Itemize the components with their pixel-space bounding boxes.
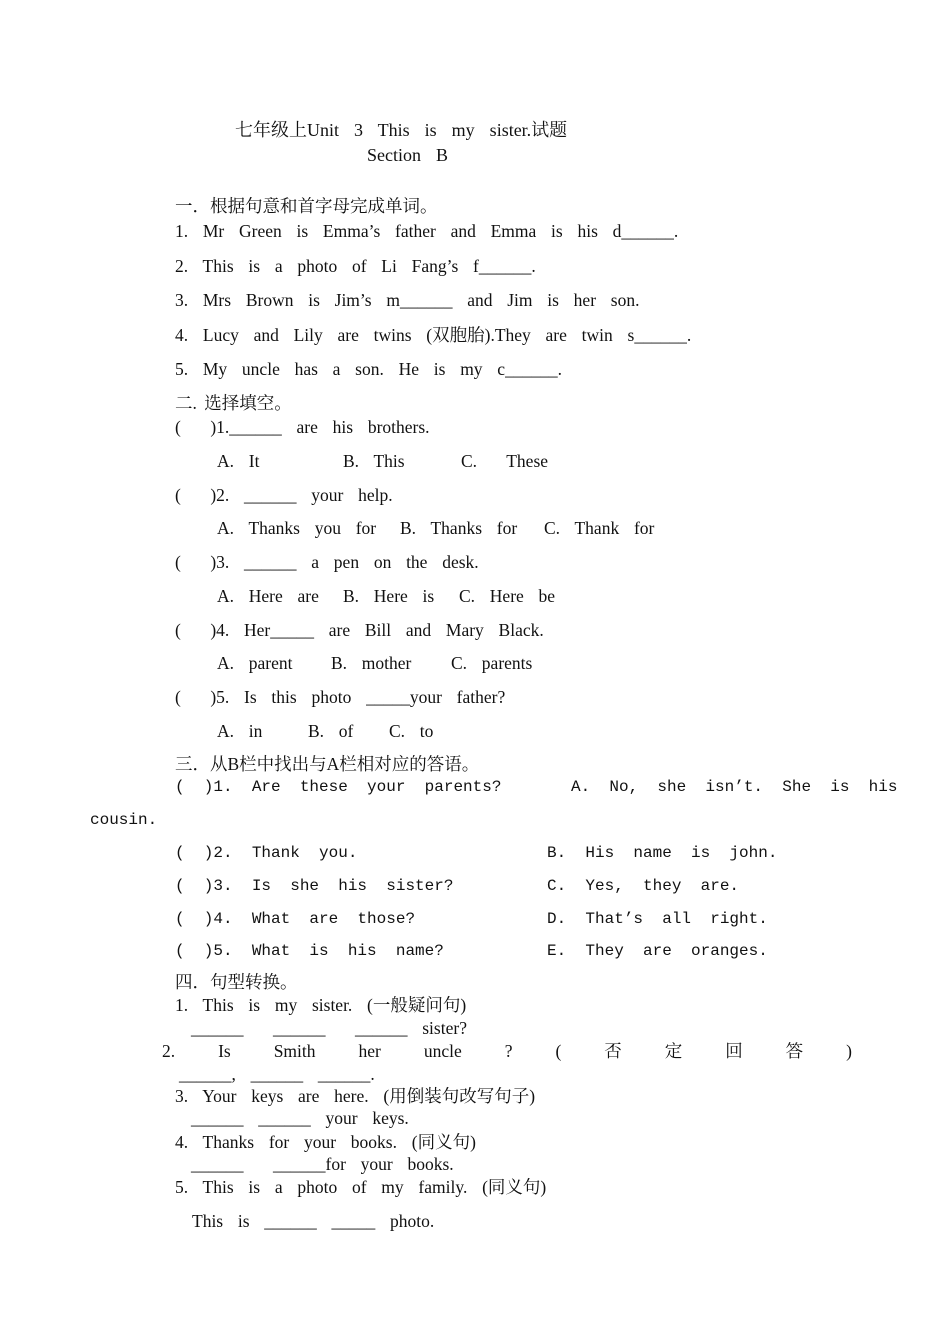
question-item: 3. Mrs Brown is Jim’s m______ and Jim is her son. (175, 290, 640, 310)
section-heading-2: 二. 选择填空。 (175, 393, 292, 413)
q2-word: Is (218, 1041, 231, 1061)
q2-word: her (358, 1041, 381, 1061)
answer-blanks: ______ ______for your books. (191, 1154, 454, 1174)
mc-option: A. Thanks you for (217, 518, 377, 538)
answer-blanks: ______ ______ your keys. (191, 1108, 409, 1128)
transform-question: 4. Thanks for your books. (同义句) (175, 1132, 476, 1152)
mc-option: C. These (461, 451, 549, 471)
match-answer-wrap: cousin. (90, 811, 158, 829)
mc-option: A. parent (217, 653, 293, 673)
mc-option: B. This (343, 451, 405, 471)
q2-word: 2. (162, 1041, 176, 1061)
match-question: ( )5. What is his name? (175, 942, 444, 960)
mc-option: A. in (217, 721, 263, 741)
mc-option: A. Here are (217, 586, 319, 606)
question-item: 4. Lucy and Lily are twins (双胞胎).They are twin s______. (175, 325, 692, 345)
match-question: ( )4. What are those? (175, 910, 416, 928)
match-answer: E. They are oranges. (547, 942, 768, 960)
mc-option: C. to (389, 721, 434, 741)
q2-word: 定 (664, 1041, 683, 1061)
question-item: 1. Mr Green is Emma’s father and Emma is his d______. (175, 221, 679, 241)
q2-word: 答 (785, 1041, 804, 1061)
mc-option: B. mother (331, 653, 412, 673)
section-heading-4: 四．句型转换。 (175, 972, 298, 992)
q2-word: 回 (725, 1041, 743, 1061)
match-question: ( )3. Is she his sister? (175, 877, 454, 895)
q2-word: ( (555, 1041, 562, 1061)
transform-question: 5. This is a photo of my family. (同义句) (175, 1177, 547, 1197)
mc-question: ( )1.______ are his brothers. (175, 417, 430, 437)
question-item: 5. My uncle has a son. He is my c______. (175, 359, 562, 379)
q2-word: ) (846, 1041, 852, 1061)
match-question: ( )1. Are these your parents? (175, 778, 502, 796)
page-subtitle: Section B (367, 145, 448, 165)
match-answer: A. No, she isn’t. She is his (571, 778, 898, 796)
answer-blanks: This is ______ _____ photo. (192, 1211, 435, 1231)
mc-option: C. Thank for (544, 518, 655, 538)
transform-question-justified (162, 1041, 852, 1061)
mc-option: C. parents (451, 653, 533, 673)
section-heading-3: 三．从B栏中找出与A栏相对应的答语。 (175, 754, 480, 774)
q2-word: 否 (604, 1041, 622, 1061)
q2-word: uncle (423, 1041, 462, 1061)
transform-question: 1. This is my sister. (一般疑问句) (175, 995, 467, 1015)
mc-question: ( )5. Is this photo _____your father? (175, 687, 506, 707)
match-answer: D. That’s all right. (547, 910, 768, 928)
mc-question: ( )3. ______ a pen on the desk. (175, 552, 479, 572)
q2-word: Smith (273, 1041, 316, 1061)
answer-blanks: ______, ______ ______. (179, 1064, 375, 1084)
section-heading-1: 一．根据句意和首字母完成单词。 (175, 196, 438, 216)
mc-option: B. Thanks for (400, 518, 518, 538)
question-item: 2. This is a photo of Li Fang’s f______. (175, 256, 536, 276)
q2-word: ? (504, 1041, 513, 1061)
mc-option: B. Here is (343, 586, 435, 606)
match-question: ( )2. Thank you. (175, 844, 358, 862)
page-title: 七年级上Unit 3 This is my sister.试题 (235, 120, 568, 140)
mc-question: ( )4. Her_____ are Bill and Mary Black. (175, 620, 544, 640)
answer-blanks: ______ ______ ______ sister? (191, 1018, 467, 1038)
match-answer: C. Yes, they are. (547, 877, 740, 895)
mc-option: C. Here be (459, 586, 556, 606)
mc-question: ( )2. ______ your help. (175, 485, 393, 505)
mc-option: A. It (217, 451, 260, 471)
mc-option: B. of (308, 721, 354, 741)
transform-question: 3. Your keys are here. (用倒装句改写句子) (175, 1086, 536, 1106)
match-answer: B. His name is john. (547, 844, 778, 862)
